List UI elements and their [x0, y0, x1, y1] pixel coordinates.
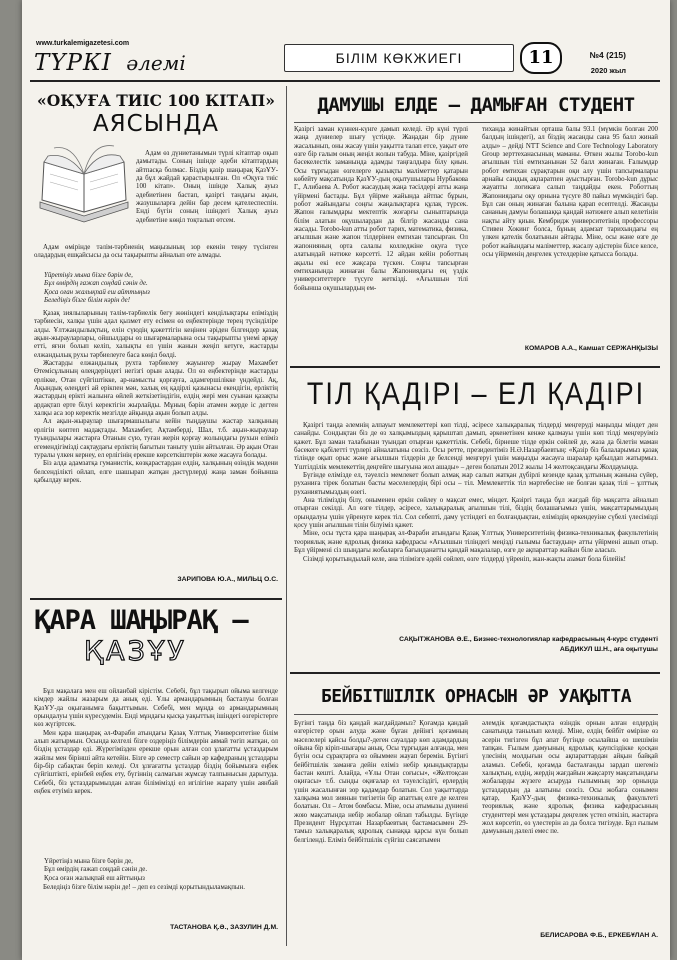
paragraph: Міне, осы тұста қара шаңырақ әл-Фараби атындағы Қазақ Ұлттық Университетінің физика-техникалық факультетінің теориялық және ядролық физика кафедрасы «Ағылшын тіліндегі меңізді ғылымы бастаудың» атты үйірмені ашып отыр. Бұл үйірмені сіз шыңдағы жобаларға бағынданатты қандай мақалалар, өзге де ақпараттар жайын біле аласыз. — [294, 530, 658, 555]
paragraph: Ана тіліміздің білу, оныменен еркін сөйлеу о мақсат емес, міндет. Қазіргі таңда бұл жағдай бір мақсатта айналып отырған секілді. Ал өзге тілдер, әсіресе, халықаралық ағылшын тілі, біздің болашағымыз үшін, мақсаттарымыздың орындалуы үшін үйренуге керек тіл. Сол себепті, даму үстіндегі ел болғандықтан, еліміздің өркендеуіне сүбелі үлесімізді қосу үшін ағылшын тілін білуіміз қажет. — [294, 497, 658, 530]
article-developing-student — [294, 88, 658, 358]
article-kara-shanyrak — [34, 606, 278, 946]
article-ending — [34, 884, 278, 902]
paragraph: Біз алда адамзатқа гуманистік, көзқарастардан елдің, халқының өзіндік мәдени белсенділікті ойлап, елге шашырап жатқан дәстүрлерді жаңа заман бойынша қабылдау керек. — [34, 460, 278, 484]
logo-sub: әлемі — [126, 51, 186, 75]
poem-line: Үйретіңіз мына бізге бәрін де, — [44, 272, 133, 279]
article-body — [294, 422, 658, 622]
section-rule — [290, 672, 660, 674]
column-divider — [286, 86, 287, 946]
paragraph: Мен қара шаңырақ әл-Фараби атындағы Қазақ Ұлттық Университетіне білім алып жатырмын. Осында келгелі бізге оздеріңіз білімдерін аямай төгіп жатқан, ол біздің ұстаздар еді. Жүрегімізден ерекше орын алған сол ұлағатты ұстаздарым жайлы мен бірінші айта кетейін. Бізге әр семестр сайын әр кафедраның ұстаздары бір-бір сабақтан беріп келеді. Ол ұлғағатты ұстаздар біздің бойымызға еңбек сүйгіштікті, ерінбей еңбек ету, бүгіннің салмағын жұмсау талпынысын дарытуда. Себебі, біз ұстаздарымыздан алған білімімізді ел игілігіне жарату үшін аянбай еңбек етуіміз керек. — [34, 729, 278, 796]
section-rule — [30, 598, 282, 600]
article-title: ДАМУШЫ ЕЛДЕ – ДАМЫҒАН СТУДЕНТ — [317, 94, 635, 116]
article-title-line2: АЯСЫНДА — [92, 111, 220, 137]
article-column-right: әлемдік қоғамдастықта өзіндік орнын алған елдердің санатында танылып келеді. Міне, елдің бейбіт өміріне өз әсерін тигізген бұл апат бүгінде осылайша өз шешімін тапқан. Ғылым дамуының ядролық қаупсіздікке қосқан үлесінің молдығын осы ақпараттардан айқын байқай аламыз. Себебі, қоғамда басталғанды зардап шегеміз халықтың, елдің, жердің жағдайын жақсарту мақсатындағы жобаларды жүзеге асыруда ғылымның зор орнында ұстаздардың да алатыны сөзсіз. Осы жобаға сонымен қатар, ҚазҰУ-дың физика-техникалық факультеті теориялық және ядролық физика кафедрасының студенттері мен ұстаздары деңгелек үстел өткізіп, жастарға жол көрсетіп, өз үлестерін аз да болса тигізуде. Бұл ғылым дамуының дәлелі емес пе. — [482, 720, 658, 836]
page-number: 11 — [520, 42, 562, 74]
paragraph: Бұл мақалаға мен еш ойланбай кірістім. Себебі, бұл тақырып ойыма келгенде кімдер жайлы жазарым да анық еді. Ұлы армандарымның басталуы болған ҚазҰУ-да оқығанымға бақыттымын. Себебі, мен мұнда өз армандарымның орындалуы үшін күресудемін. Енді мұндағы қысқа уақыттың ішіндегі өзгерістерге көз жүгіртсек. — [34, 688, 278, 729]
paragraph: Адам өмірінде тәлім-тәрбиенің маңызының зор екенін теңеу түсінген оладардың ешқайсысы да осы тақырыпты айналып өте алмады. — [34, 244, 278, 260]
poem — [44, 858, 278, 884]
article-coauthor: АБДИКУЛ Ш.Н., аға оқытушы — [559, 646, 658, 653]
article-author: КОМАРОВ А.А., Камшат СЕРЖАНҚЫЗЫ — [524, 345, 658, 352]
article-author: ТАСТАНОВА Қ.Ә., ЗАЗУЛИН Д.М. — [170, 924, 278, 931]
article-title-line1: «ОҚУҒА ТИІС 100 КІТАП» — [37, 91, 275, 110]
poem-line: Бұл өмірдің ғажап соңдай сәнін де. — [44, 866, 148, 874]
paragraph: Ал ақын-жыраулар шығармашылығы кейін тыңдаушы жастар халқының ерлігін көптеп мадақтады. Махамбет, Ақтамберді, Шал, т.б. ақын-жыраулар туындылары жастарға Отанын сүю, туған жерін қорғау жолындағы рухын еліміз егемендігімізді сақтаудағы ерліктің бағытын таныту үшін айтылған. Әр ақын Отан туралы үлкен кернеу, ел ерлігінің ерекше көрсеткіштерін жеке жасауға болады. — [34, 418, 278, 459]
title-rule — [294, 122, 658, 123]
issue-year: 2020 жыл — [590, 66, 626, 75]
poem-line: Қоса оған жалықпай еш айттыңыз — [44, 288, 150, 296]
article-title-line2: ҚАЗҰУ — [84, 636, 187, 667]
paragraph: Қазақ зиялыларының тәлім-тәрбиелік бегу жөніндегі кенділықтары еліміздің тәрбиесін, халқы үшін адал қызмет ету есімен өз еңбектерінде терең түсінділіре алды. Ұлтжандылықтың, елін сүюдің қажеттігін кеңінен әріден білгендер қазақ ақын-жырауларлары, ойшылдары өз шығармаларына осы тақырыпты үнемі арқау етті, яғни болып келіп, халықты ел үшін жанын жеңіп кетуге, жастарды елжандылық рухы тәрбиелеуге баса көңіл бөлді. — [34, 310, 278, 359]
newspaper-page — [22, 0, 670, 960]
paragraph: Бүгінде елімізде ел, тәуелсіз мемлекет болып алмақ жар салып жатқан дүбірлі кезенде қазақ ұлтының жанына сүйер, руханиға тірек болатын басты мәселелердің бірі осы – тіл. Мемлекеттік тіл мәртебесіне не болған қазақ тілі – ұлттық руханиятымыздың өзегі. — [294, 472, 658, 496]
article-title: БЕЙБІТШІЛІК ОРНАСЫН ӘР УАҚЫТТА — [320, 686, 632, 707]
article-peace — [294, 678, 658, 948]
article-author: САҚЫТЖАНОВА Ә.Е., Бизнес-технологиялар кафедрасының 4-курс студенті — [399, 636, 658, 643]
poem-line: Қоса оған жалықпай еш айттыңыз — [44, 874, 145, 882]
newspaper-logo — [34, 50, 244, 78]
paragraph: Адам өз дүниетанымын түрлі кітаптар оқып дамытады. Соның ішінде әдеби кітаптардың айтпасқа болмас. Біздің қазір шаңырақ ҚазҰУ-да бұл жайдай қарастырылған. Ол «Оқуға тиіс 100 кітап». Оның ішінде Халық ауыз әдебиетінен бастап, қазіргі тандағы ақын, жазушыларға дейін бар десем қателеспеспін. Енді бүгін соның ішіндегі Халық ауыз әдебиетіне көңіл тоқталып өтсем. — [136, 150, 278, 224]
article-author: БЕЛИСАРОВА Ф.Б., ЕРКЕБҰЛАН А. — [540, 932, 658, 939]
paragraph: Беледіңіз бізге білім нәрін де! – деп ез сезімді қорытындыламақпын. — [43, 884, 245, 891]
article-title-line1: ҚАРА ШАҢЫРАҚ – — [34, 605, 248, 636]
article-column-left: Қазіргі заман күннен-күнге дамып келеді. Әр күні түрлі жаңа дүниелер шығу үстінде. Жаңадан бір дүние жасалынып, оны жасау үшін уақытта талап етсе, уақыт өте өзге бір ғалым оның жеңіл жолын табуда. Міне, қазіргідей бәсекелестік заманында адамды таңғалдыра білу қиын. Осы тұрғыдан өзгелерге қызықты маліметтер қатарын көбейту мақсатында ҚазҰУ-дың оқытушылары Нурбакова Г., Алибаева А. Робот жасаудың жаңа тәсілдері атты жаңа үйірмені бастады. Бұл үйірме жайында айтпас бұрын, робот жайындағы соңғы жаңалықтарға құлақ түрсек. Жапон ғалымдары мектептік жоғарғы сыныптарында білім алатын оқушылардан да білгір жасанды сана жасады. Torobo-kun атты робот тарих, математика, физика, ағылшын және жапон тілдерінен емтихан тапсырған. Ол жапонияның орта салалы колледжіне оқуға түсе алатындай нәтиже көрсетті. 12 айдан кейін роботтың ақылы екі есе жақсара түскен. Соңғы тапсырған емтиханында жинаған балы Жапониядағы ең үздік университеттерге түсуге жеткізді. «Ағылшын тілі бойынша оқушылардың ем- — [294, 126, 468, 292]
article-column-right: тиханда жинайтын орташа балы 93.1 (мүмкін болған 200 балдың ішіндегі), ал біздің жасанды сана 95 балл жинай алды» – дейді NTT Science and Core Technology Laboratory Group зерттеханасының маманы. Өткен жылы Torobo-kun ағылшын тілі емтиханынан 52 балл жинаған. Ғалымдар робот емтихан сұрақтарын оқи алу үшін тапсырмалары арнайы сандық ақпаратпен ауыстырған. Torobo-kun дұрыс жауапты логикаға салып таңдайды екен. Роботтың Жапониядағы оқу орнына түсуге 80 пайыз мүмкіндігі бар. Бұл сан оның жинаған балына қарап есептелді. Жасанды сананың дамуы болашаққа қандай нәтижеге алып келетінін нақты айту қиын. Кембридж университетінің профессоры Стивен Хокинг болса, бұның адамзат тарихындағы ең үлкен қателік болатынын айтады. Міне, осы және өзге де робот жайындағы маліметтер, жасалу әдістерін білсе келсе, осы үйірменің деңгелек үстелдеріне қатысса болады. — [482, 126, 658, 259]
poem-line: Үйретіңіз мына бізге бәрін де, — [44, 858, 133, 865]
article-intro — [136, 150, 278, 244]
header-rule — [30, 80, 660, 82]
poem — [44, 272, 278, 308]
title-rule — [294, 714, 658, 715]
paragraph: Жастарды елжандылық рухта тәрбиелеу жауынгер жырау Махамбет Өтемісұлының өлеңдеріндегі негізгі орын алады. Ол өз еңбектерінде жастарды ерлікке, Отан сүйгіштікке, ар-намысты қорғауға, адамгершілікке үндейді. Ақ, Ақындық өлеңдегі ай ерікпен мән, халық ең қадірлі қазынасы екендігін, ерліктің жастардың ерікті жалынға өйлей жеткізетіндігін, елдің жері мен суынан қазақты ардақтап ерте білуі керектігін жырлайды. Мұның бәрін атамен жерде іс дегтен халқы аса зор керектік мезгілде айқында ақын болып алды. — [34, 360, 278, 418]
site-url[interactable]: www.turkalemigazetesi.com — [36, 40, 130, 47]
article-body — [34, 688, 278, 856]
article-body — [34, 244, 278, 270]
paragraph: Қазіргі таңда әлемнің алпауыт мемлекеттері көп тілді, әсіресе халықаралық тілдерді меңгеруді маңызды міндет ден санайды. Сондықтан біз де өз халқымыздың қарыштап дамып, әркенетінен кенже қалмауы үшін көп тілді меңгеруіміз қажет. Бұл заман талабынан туындап отырған қажеттілік. Себебі, бірнеше тілде еркін сөйлей де, жаза да білетін маман бәсекеге қабілетті түрлері айналатыны сөзсіз. Осы ретте, президентіміз Н.Ә.Назарбаевтың: «Қазір біз балаларымыз қазақ тілінде оқып орыс және ағылшын тілдерін де белсенді меңгеруі үшін маңызды жасауға шаралар қабылдап жатырмыз. Үштілділік мемлекеттің деңгейге шығуына жол ашады» – деген болатын 2012 жылы 14 желтоқсандағы Жолдауында. — [294, 422, 658, 471]
open-book-icon — [34, 142, 134, 237]
paragraph: Сізімді қорытындылай келе, ана тілімізге әдейі сөйлеп, өзге тілдерді үйреніп, жан-жақты азамат бола білейік! — [303, 555, 626, 563]
article-100-books — [34, 88, 278, 588]
article-language-value — [294, 372, 658, 668]
poem-line: Беледіңіз бізге білім нәрін де! — [44, 297, 131, 305]
poem-line: Бұл өмірдің ғажап соңдай сәнін де. — [44, 280, 148, 288]
article-author: ЗАРИПОВА Ю.А., МИЛЬЦ О.С. — [177, 576, 278, 583]
article-title: ТІЛ ҚАДІРІ – ЕЛ ҚАДІРІ — [306, 376, 646, 412]
issue-number: №4 (215) — [589, 50, 626, 60]
article-column-left: Бүгінгі таңда біз қандай жағдайдамыз? Қоғамда қандай өзгерістер орын алуда және бұған дейінгі қоғамның мәселелері қайсы болды?-деген сауалдар көп адамдардың ойына бір кіріп-шығары анық. Осы тұрғыдан алғанда, мен бүгін осы сұрақтарға өз ойыммен жауап беремін. Бүгінгі бейбітшілік заманға дейін еліміз небір қиындықтарды бастан кешті. Алайда, «Ұлы Отан соғысы», «Желтоқсан оқиғасы» т.б. сынды оқиғалар ел тәуелсіздігі, ерлердің үшін жасалынған зор қадамдар болатын. Сол уақыттарда халқыма мол зиянын тигізетін бір апаттың елге де келген болатын. Ол – Атом бомбасы. Міне, осы атымызы дүниені жою мақсатында небір жобалар ойлап табылды. Бүгінде Президент Нұрсұлтан Назарбаевтың бастамасымен 29-тамыз халықаралық ядролық сынаққа қарсы күн болып белгіленді. Еліміз бейбітшілік сүйгіш саясатымен — [294, 720, 468, 844]
article-body-continued — [34, 310, 278, 572]
section-rule — [290, 366, 660, 368]
section-rubric: БІЛІМ КӨКЖИЕГІ — [284, 44, 514, 72]
logo-main: ТҮРКІ — [34, 50, 112, 76]
